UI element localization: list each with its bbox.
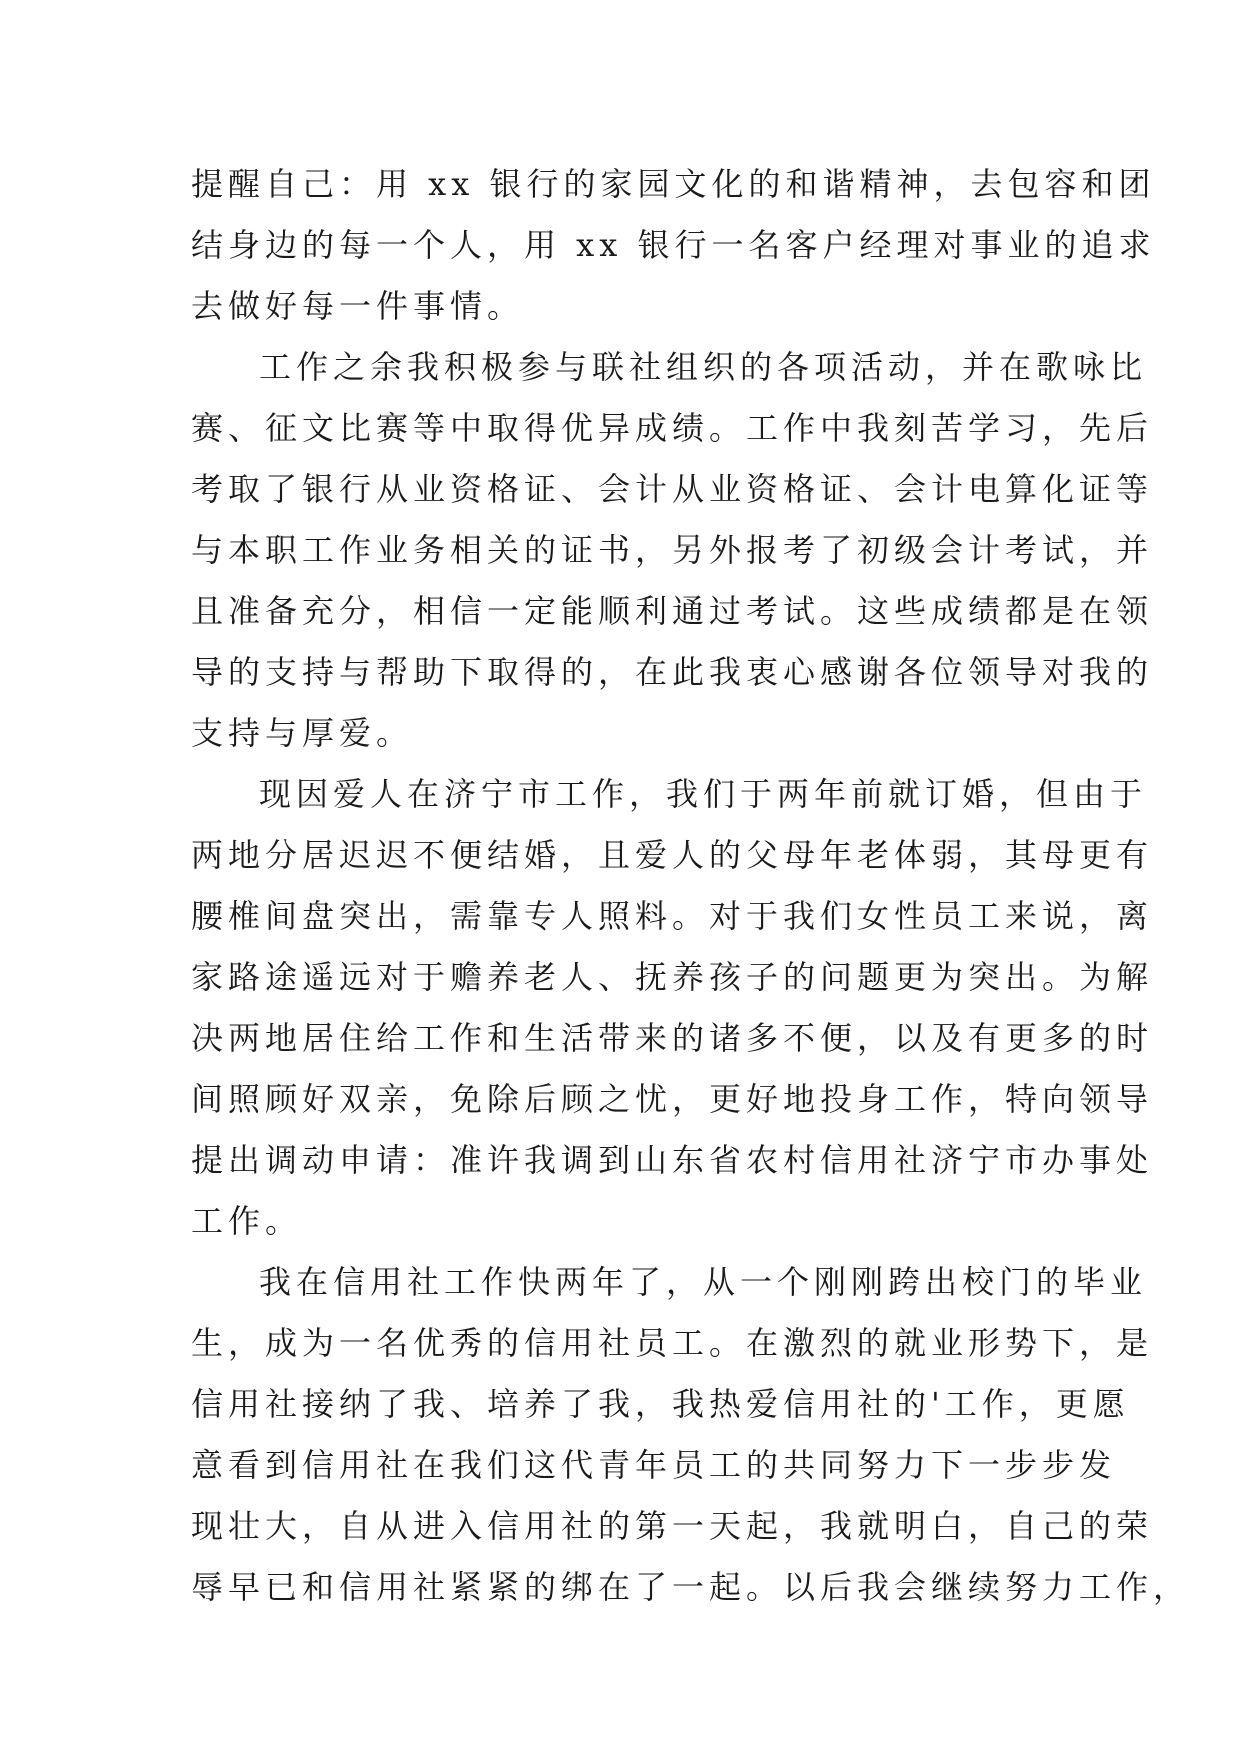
document-body <box>191 154 1191 1618</box>
text-line: 与本职工作业务相关的证书，另外报考了初级会计考试，并 <box>191 531 1154 569</box>
text-line: 决两地居住给工作和生活带来的诸多不便，以及有更多的时 <box>191 1019 1154 1057</box>
text-line: 去做好每一件事情。 <box>191 287 525 325</box>
text-line: 提醒自己：用 xx 银行的家园文化的和谐精神，去包容和团 <box>191 165 1156 203</box>
text-line: 辱早已和信用社紧紧的绑在了一起。以后我会继续努力工作， <box>191 1568 1191 1606</box>
paragraph-4 <box>191 1252 1191 1618</box>
paragraph-2 <box>191 337 1154 764</box>
text-line: 赛、征文比赛等中取得优异成绩。工作中我刻苦学习，先后 <box>191 409 1154 447</box>
text-line: 生，成为一名优秀的信用社员工。在激烈的就业形势下，是 <box>191 1324 1154 1362</box>
paragraph-3 <box>191 764 1154 1252</box>
text-line: 我在信用社工作快两年了，从一个刚刚跨出校门的毕业 <box>259 1263 1148 1301</box>
text-line: 信用社接纳了我、培养了我，我热爱信用社的'工作，更愿 <box>191 1385 1130 1423</box>
text-line: 现因爱人在济宁市工作，我们于两年前就订婚，但由于 <box>259 775 1148 813</box>
paragraph-1 <box>191 154 1156 337</box>
text-line: 腰椎间盘突出，需靠专人照料。对于我们女性员工来说，离 <box>191 897 1154 935</box>
text-line: 意看到信用社在我们这代青年员工的共同努力下一步步发 <box>191 1446 1117 1484</box>
text-line: 提出调动申请：准许我调到山东省农村信用社济宁市办事处 <box>191 1141 1154 1179</box>
text-line: 工作之余我积极参与联社组织的各项活动，并在歌咏比 <box>259 348 1148 386</box>
text-line: 结身边的每一个人，用 xx 银行一名客户经理对事业的追求 <box>191 226 1156 264</box>
text-line: 两地分居迟迟不便结婚，且爱人的父母年老体弱，其母更有 <box>191 836 1154 874</box>
text-line: 导的支持与帮助下取得的，在此我衷心感谢各位领导对我的 <box>191 653 1154 691</box>
text-line: 工作。 <box>191 1202 303 1240</box>
text-line: 考取了银行从业资格证、会计从业资格证、会计电算化证等 <box>191 470 1154 508</box>
text-line: 家路途遥远对于赡养老人、抚养孩子的问题更为突出。为解 <box>191 958 1154 996</box>
text-line: 间照顾好双亲，免除后顾之忧，更好地投身工作，特向领导 <box>191 1080 1154 1118</box>
text-line: 支持与厚爱。 <box>191 714 414 752</box>
text-line: 现壮大，自从进入信用社的第一天起，我就明白，自己的荣 <box>191 1507 1154 1545</box>
text-line: 且准备充分，相信一定能顺利通过考试。这些成绩都是在领 <box>191 592 1154 630</box>
